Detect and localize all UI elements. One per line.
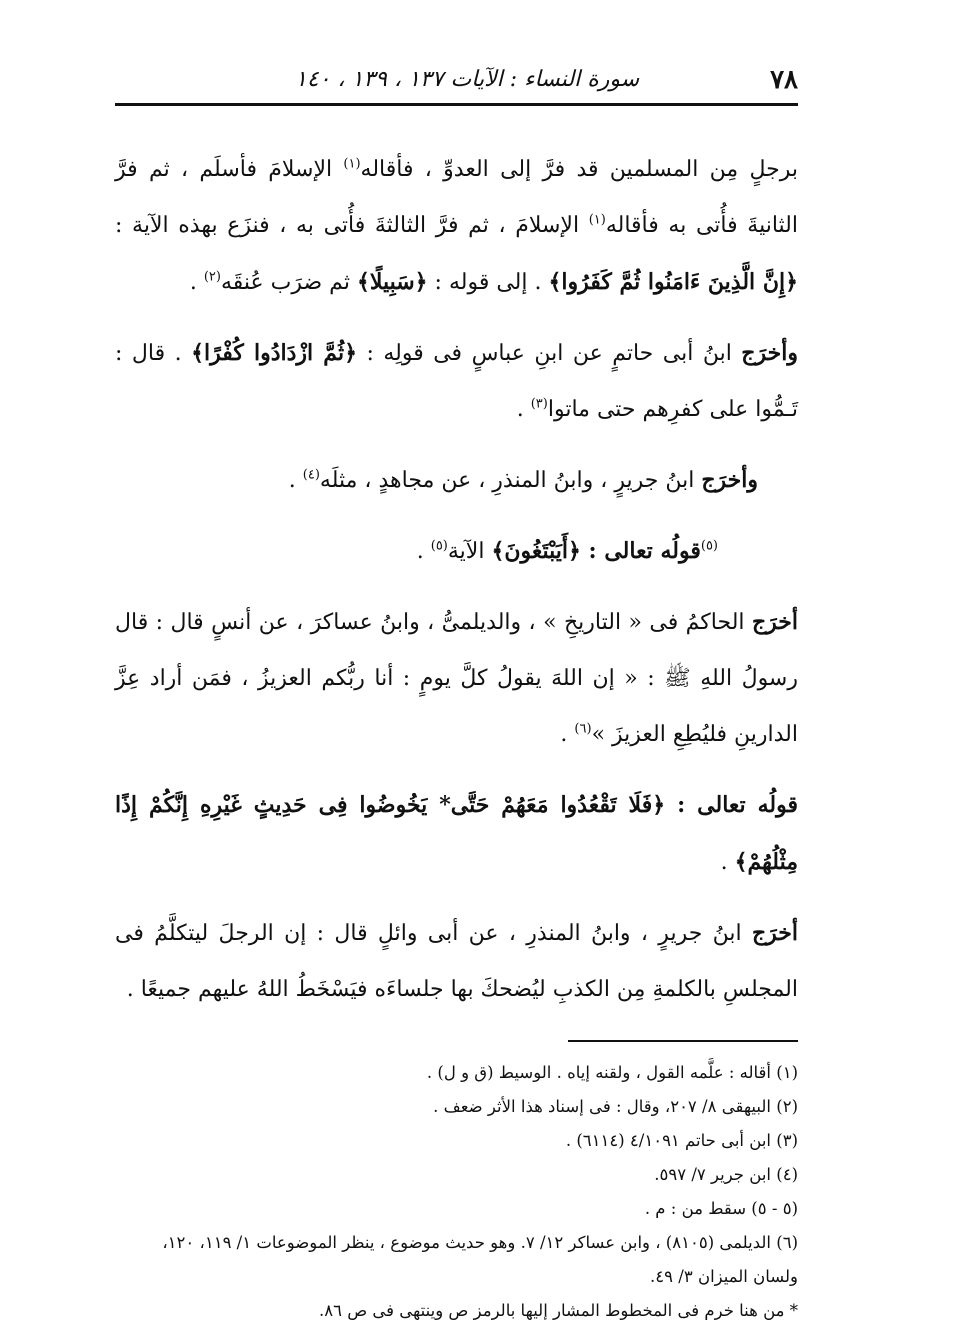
- paragraph: [115, 905, 798, 1018]
- quran-verse: ﴿ثُمَّ ازْدَادُوا كُفْرًا﴾: [191, 340, 357, 366]
- paragraph: [115, 777, 798, 891]
- page-number: ٧٨: [770, 65, 798, 95]
- footnote-ref: (٢): [203, 269, 221, 285]
- section-heading: قولُه تعالى :: [580, 538, 701, 564]
- quran-verse: ﴿أَيَبْتَغُونَ﴾: [491, 538, 581, 564]
- footnote-divider: [568, 1040, 798, 1042]
- paragraph-text: .: [416, 539, 431, 564]
- footnote: (٦) الديلمى (٨١٠٥) ، وابن عساكر ١٢/ ٧. وهو حديث موضوع ، ينظر الموضوعات ١/ ١١٩، ١٢٠، ولسان الميزان ٣/ ٤٩.: [162, 1233, 798, 1286]
- running-head: [115, 55, 798, 106]
- section-heading: قولُه تعالى :: [665, 792, 798, 818]
- footnote-ref: (١): [588, 212, 606, 228]
- footnote: * من هنا خرم فى المخطوط المشار إليها بالرمز ص وينتهى فى ص ٨٦.: [319, 1301, 798, 1320]
- paragraph-text: .: [516, 397, 531, 422]
- footnote-ref: (١): [343, 156, 361, 172]
- footnote: (٤) ابن جرير ٧/ ٥٩٧.: [654, 1165, 798, 1184]
- main-text: [115, 142, 798, 1018]
- footnote: (٣) ابن أبى حاتم ٤/١٠٩١ (٦١١٤) .: [565, 1131, 798, 1150]
- paragraph-lead-word: أخرَج: [751, 920, 798, 946]
- paragraph-lead-word: وأخرَج: [741, 340, 798, 366]
- paragraph: [115, 594, 798, 763]
- paragraph-lead-word: وأخرَج: [701, 467, 758, 493]
- paragraph-text: برجلٍ مِن المسلمين قد فرَّ إلى العدوِّ ، فأقاله: [360, 157, 798, 182]
- page: [115, 55, 798, 1328]
- paragraph-text: الإسلامَ ، ثم فرَّ الثالثةَ فأُتى به ، فنزَع بهذه الآية :: [115, 213, 589, 238]
- paragraph-text: .: [189, 270, 204, 295]
- paragraph: [115, 452, 798, 509]
- paragraph: [115, 523, 798, 580]
- footnote: (٥ - ٥) سقط من : م .: [644, 1199, 798, 1218]
- paragraph-text: ابنُ جريرٍ ، وابنُ المنذرِ ، عن أبى وائلٍ قال : إن الرجلَ ليتكلَّمُ فى المجلسِ بالكلمةِ مِن الكذبِ ليُضحكَ بها جلساءَه فيَسْخَطُ اللهُ عليهم جميعًا .: [115, 921, 798, 1002]
- paragraph-text: ثم ضرَب عُنقَه: [220, 270, 357, 295]
- footnote-ref: (٥): [700, 538, 718, 554]
- paragraph-text: . إلى قوله :: [427, 270, 549, 295]
- quran-verse: ﴿إِنَّ الَّذِينَ ءَامَنُوا ثُمَّ كَفَرُوا﴾: [548, 269, 798, 295]
- quran-verse: ﴿سَبِيلًا﴾: [356, 269, 428, 295]
- footnote-ref: (٣): [530, 396, 548, 412]
- footnote-ref: (٦): [574, 721, 592, 737]
- paragraph-text: الإسلامَ فأسلَم ، ثم فرَّ الثانيةَ فأُتى به فأقاله: [115, 157, 798, 238]
- quran-verse: ﴿فَلَا تَقْعُدُوا مَعَهُمْ حَتَّى* يَخُوضُوا فِى حَدِيثٍ غَيْرِهِ إِنَّكُمْ إِذًا مِثْلُهُمْ﴾: [115, 792, 798, 875]
- paragraph-text: ابنُ جريرٍ ، وابنُ المنذرِ ، عن مجاهدٍ ، مثلَه: [319, 468, 702, 493]
- footnote-ref: (٥): [430, 538, 448, 554]
- footnote: (٢) البيهقى ٨/ ٢٠٧، وقال : فى إسناد هذا الأثر ضعف .: [433, 1097, 798, 1116]
- running-title: سورة النساء : الآيات ١٣٧ ، ١٣٩ ، ١٤٠: [295, 67, 640, 92]
- paragraph-text: . قال : تَـمُّوا على كفرِهم حتى ماتوا: [115, 341, 798, 422]
- paragraph-text: الحاكمُ فى « التاريخِ » ، والديلمىُّ ، وابنُ عساكرَ ، عن أنسٍ قال : قال رسولُ اللهِ ﷺ : « إن اللهَ يقولُ كلَّ يومٍ : أنا ربُّكم العزيزُ ، فمَن أراد عِزَّ الدارينِ فليُطِعِ العزيزَ »: [115, 610, 798, 747]
- paragraph-text: الآية: [447, 539, 492, 564]
- footnote: (١) أقاله : علَّمه القول ، ولقنه إياه . الوسيط (ق و ل) .: [426, 1063, 798, 1082]
- footnote-ref: (٤): [302, 467, 320, 483]
- paragraph: [115, 325, 798, 438]
- paragraph-text: .: [720, 850, 735, 875]
- paragraph-text: .: [560, 722, 575, 747]
- paragraph-lead-word: أخرَج: [751, 609, 798, 635]
- paragraph-text: .: [288, 468, 303, 493]
- footnotes: [115, 1056, 798, 1328]
- paragraph-text: ابنُ أبى حاتمٍ عن ابنِ عباسٍ فى قولِه :: [356, 341, 742, 366]
- paragraph: [115, 142, 798, 311]
